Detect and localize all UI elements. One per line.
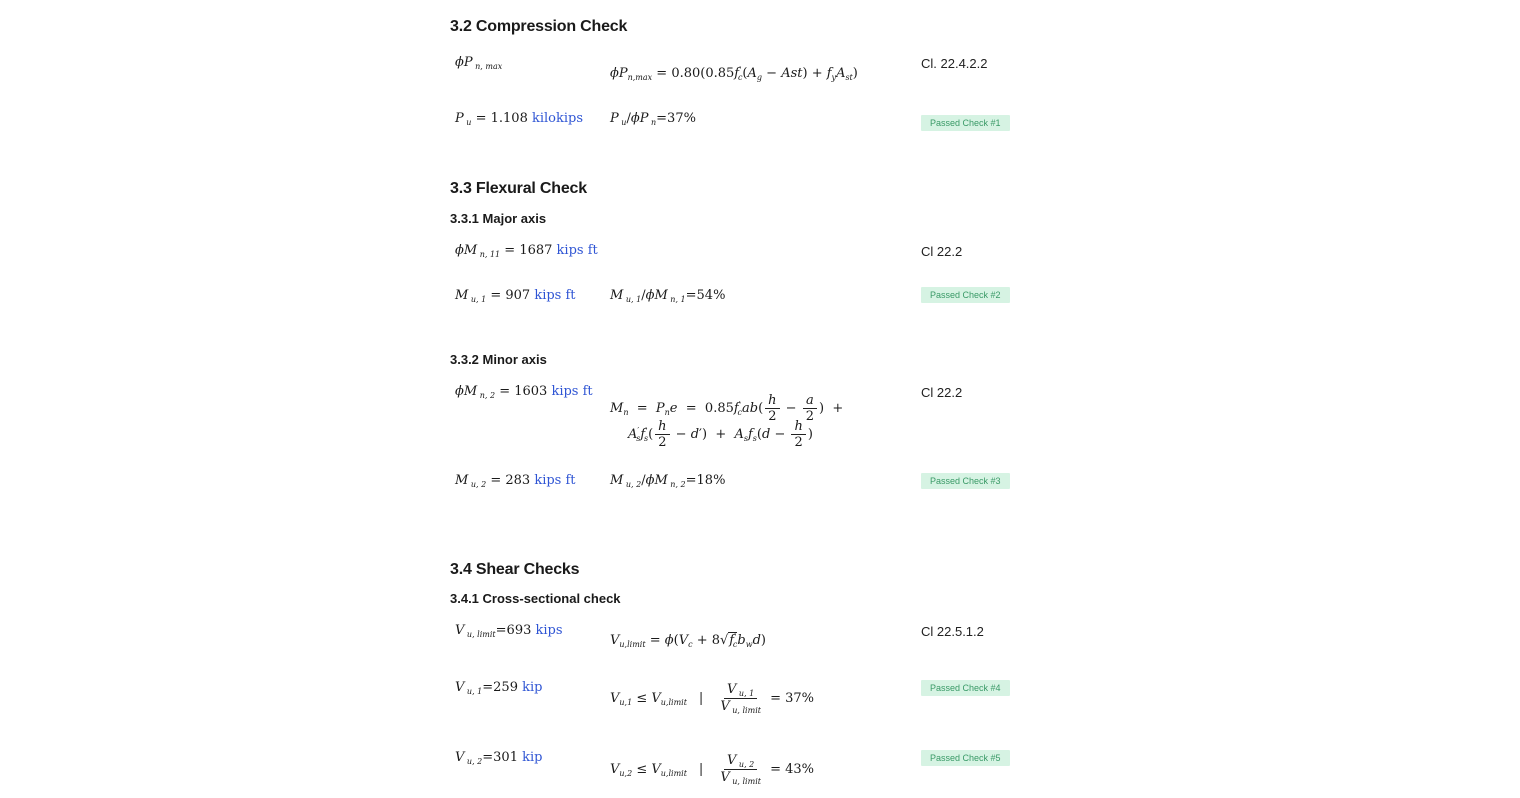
phi-mn-minor-value: ϕM $_{n, 2}$ = 1603 kips ft [455,384,593,400]
section-heading-shear: 3.4 Shear Checks [450,561,580,578]
minor-axis-utilization-ratio: M $_{u, 2}$/ϕM $_{n, 2}$=18% [610,473,726,489]
v-u1-value: V $_{u, 1}$=259 kip [455,680,543,696]
v-u1-check-formula: $V_{u,1} \le V_{u,limit}$ | $\frac{V _{u, 1}}{V _{u, limit}}$ = 37% [610,682,815,715]
subsection-heading-cross-sectional: 3.4.1 Cross-sectional check [450,591,621,606]
compression-utilization-ratio: P $_u$/ϕP $_n$=37% [610,111,696,127]
section-heading-flexural: 3.3 Flexural Check [450,180,587,197]
v-u2-check-formula: $V_{u,2} \le V_{u,limit}$ | $\frac{V _{u, 2}}{V _{u, limit}}$ = 43% [610,753,815,786]
subsection-heading-major-axis: 3.3.1 Major axis [450,211,547,226]
section-heading-compression: 3.2 Compression Check [450,18,628,35]
phi-mn-major-value: ϕM $_{n, 11}$ = 1687 kips ft [455,243,598,259]
passed-check-badge-1: Passed Check #1 [921,115,1010,131]
pu-value: P $_u$ = 1.108 kilokips [455,111,584,127]
v-limit-value: V $_{u, limit}$=693 kips [455,623,563,639]
major-axis-clause-ref: Cl 22.2 [921,244,963,259]
passed-check-badge-3: Passed Check #3 [921,473,1010,489]
phi-pn-max-formula: $\phi P_{n,max} = 0.80(0.85f'_c(A_g - Ast) + f_yA_{st})$ [610,65,858,82]
v-u2-value: V $_{u, 2}$=301 kip [455,750,543,766]
phi-pn-max-label: ϕP $_{n, max}$ [455,55,503,71]
passed-check-badge-4: Passed Check #4 [921,680,1010,696]
v-limit-formula: $V_{u,limit} = \phi(V_c + 8√f'_cb_wd)$ [610,632,766,649]
minor-axis-clause-ref: Cl 22.2 [921,385,963,400]
passed-check-badge-2: Passed Check #2 [921,287,1010,303]
subsection-heading-minor-axis: 3.3.2 Minor axis [450,352,547,367]
major-axis-utilization-ratio: M $_{u, 1}$/ϕM $_{n, 1}$=54% [610,288,726,304]
minor-axis-moment-formula: $M_n = P_ne = 0.85f'_cab$( $\frac{h}{2}$ − $\frac{a}{2}$ ) + $A'_sf'_s$( $\frac{h}{2}$ − $d') + A_sf_s(d$ − $\frac{h}{2}$ ) [610,393,844,450]
shear-clause-ref: Cl 22.5.1.2 [921,624,984,639]
mu-minor-value: M $_{u, 2}$ = 283 kips ft [455,473,576,489]
passed-check-badge-5: Passed Check #5 [921,750,1010,766]
pu-unit: kilokips [531,111,584,126]
mu-major-value: M $_{u, 1}$ = 907 kips ft [455,288,576,304]
compression-clause-ref: Cl. 22.4.2.2 [921,56,988,71]
